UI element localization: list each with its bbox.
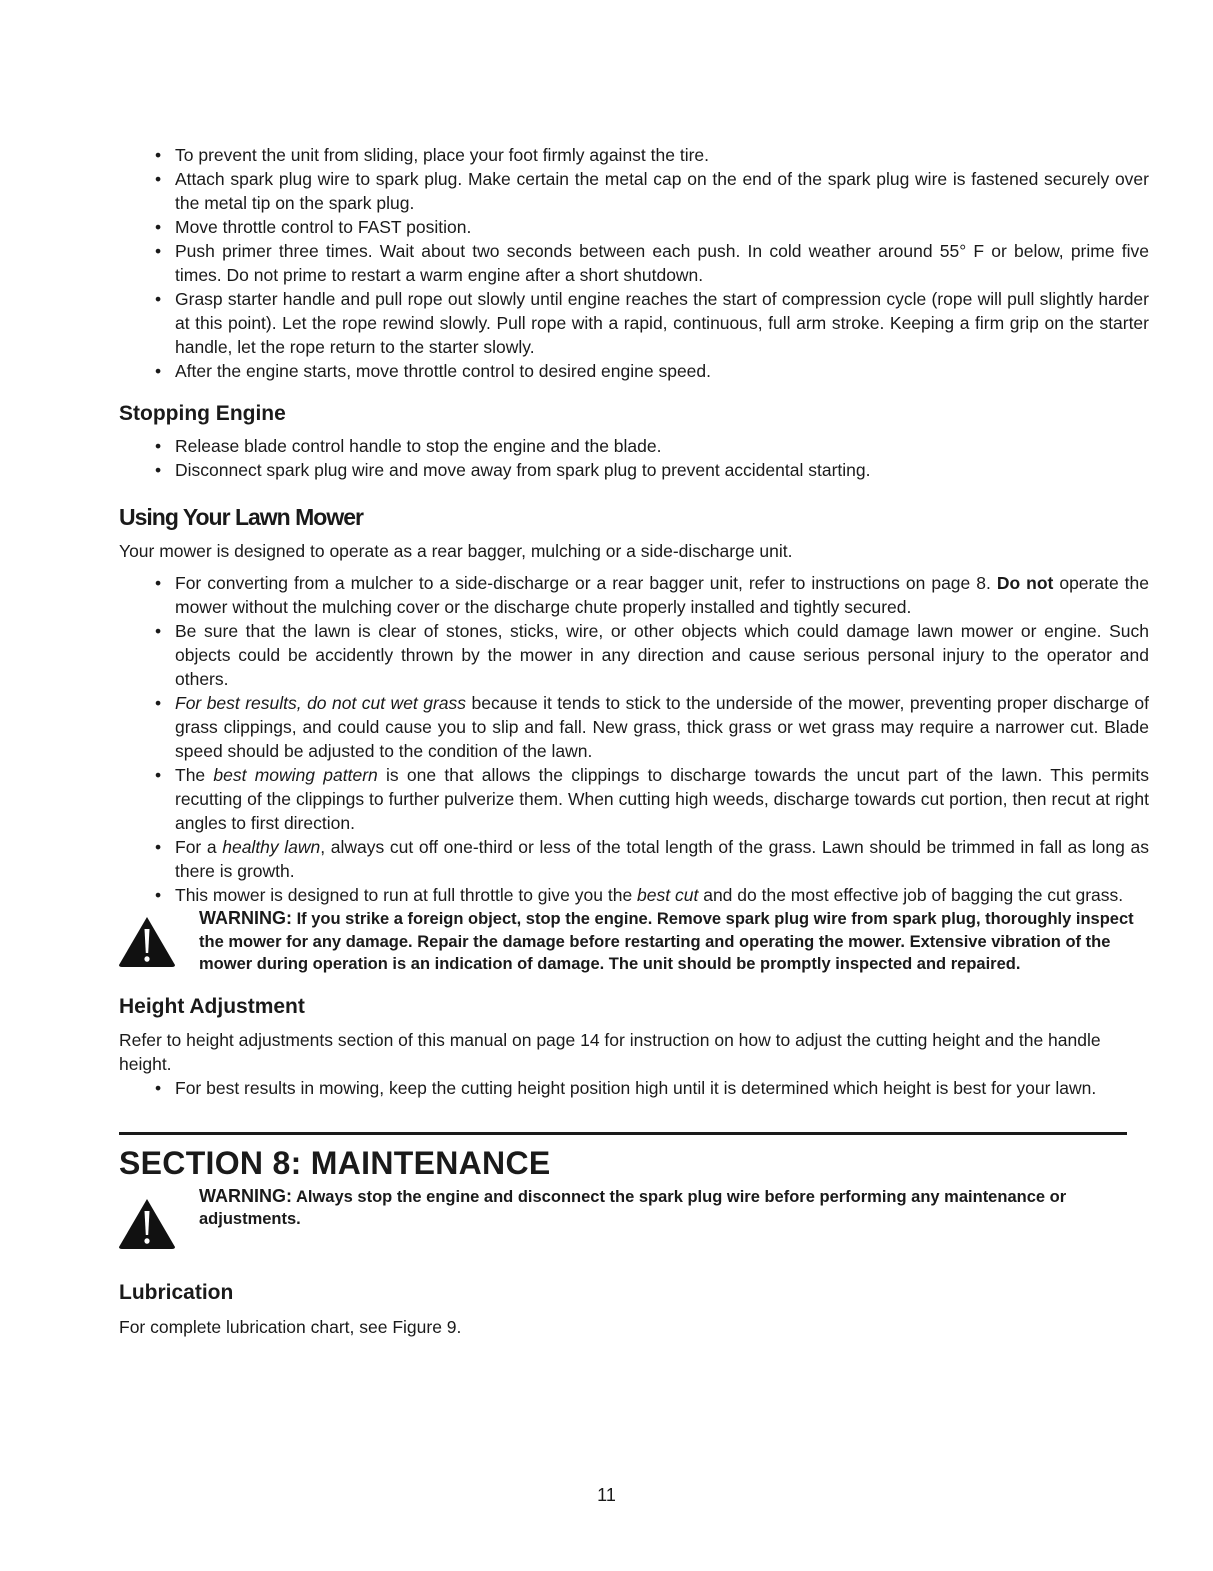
- foreign-object-warning: WARNING: If you strike a foreign object, stop the engine. Remove spark plug wire from spark plug, thoroughly inspect the mower for any damage. Repair the damage before restarting and operating the mower. Extensive vibration of the mower during operation is an indication of damage. The unit should be promptly inspected and repaired.: [119, 907, 1149, 976]
- bullet-icon: •: [155, 460, 162, 480]
- list-item: • After the engine starts, move throttle control to desired engine speed.: [155, 361, 712, 381]
- bullet-icon: •: [155, 885, 162, 905]
- list-item: • For converting from a mulcher to a side-discharge or a rear bagger unit, refer to instructions on page 8. Do not operate the mower without the mulching cover or the discharge chute properly installed and tightly secured.: [155, 573, 1150, 617]
- using-lawn-mower-heading: Using Your Lawn Mower: [119, 504, 363, 530]
- bullet-icon: •: [155, 361, 162, 381]
- bullet-icon: •: [155, 693, 162, 713]
- bullet-icon: •: [155, 765, 162, 785]
- bullet-icon: •: [155, 621, 162, 641]
- bullet-icon: •: [155, 289, 162, 309]
- using-list: [119, 571, 1149, 907]
- list-item: • Disconnect spark plug wire and move away from spark plug to prevent accidental starting.: [155, 460, 871, 480]
- list-item: • For a healthy lawn, always cut off one-third or less of the total length of the grass. Lawn should be trimmed in fall as long as there is growth.: [155, 837, 1149, 881]
- bullet-icon: •: [155, 169, 162, 189]
- list-item: • Release blade control handle to stop the engine and the blade.: [155, 436, 662, 456]
- bullet-icon: •: [155, 573, 162, 593]
- lubrication-text: For complete lubrication chart, see Figure 9.: [119, 1316, 462, 1337]
- list-item: • Push primer three times. Wait about two seconds between each push. In cold weather around 55° F or below, prime five times. Do not prime to restart a warm engine after a short shutdown.: [155, 241, 1149, 285]
- warning-triangle-icon: [117, 915, 177, 967]
- maintenance-warning: WARNING: Always stop the engine and disconnect the spark plug wire before performing any maintenance or adjustments.: [119, 1185, 1149, 1231]
- list-item: • Grasp starter handle and pull rope out slowly until engine reaches the start of compression cycle (rope will pull slightly harder at this point). Let the rope rewind slowly. Pull rope with a rapid, continuous, full arm stroke. Keeping a firm grip on the starter handle, let the rope return to the starter slowly.: [155, 289, 1149, 357]
- bullet-icon: •: [155, 217, 162, 237]
- bullet-icon: •: [155, 145, 162, 165]
- list-item: • For best results, do not cut wet grass because it tends to stick to the underside of the mower, preventing proper discharge of grass clippings, and could cause you to slip and fall. New grass, thick grass or wet grass may require a narrower cut. Blade speed should be adjusted to the condition of the lawn.: [155, 693, 1149, 761]
- height-adjustment-heading: Height Adjustment: [119, 994, 305, 1018]
- stopping-engine-list: [119, 434, 1149, 482]
- warning-triangle-icon: [117, 1197, 177, 1249]
- warning-label: WARNING:: [199, 1185, 292, 1206]
- using-intro: Your mower is designed to operate as a rear bagger, mulching or a side-discharge unit.: [119, 541, 793, 561]
- height-list: [119, 1076, 1149, 1100]
- stopping-engine-heading: Stopping Engine: [119, 402, 286, 425]
- bullet-icon: •: [155, 241, 162, 261]
- list-item: • For best results in mowing, keep the cutting height position high until it is determined which height is best for your lawn.: [155, 1077, 1097, 1098]
- list-item: • Move throttle control to FAST position.: [155, 217, 472, 237]
- section-divider: [119, 1132, 1127, 1135]
- lubrication-heading: Lubrication: [119, 1280, 234, 1304]
- page-number: 11: [597, 1485, 616, 1505]
- list-item: • The best mowing pattern is one that allows the clippings to discharge towards the uncut part of the lawn. This permits recutting of the clippings to further pulverize them. When cutting high weeds, discharge towards cut portion, then recut at right angles to first direction.: [155, 765, 1149, 833]
- bullet-icon: •: [155, 436, 162, 456]
- warning-label: WARNING:: [199, 908, 292, 928]
- manual-page: [119, 143, 1149, 1339]
- starting-steps-list: [119, 143, 1149, 383]
- bullet-icon: •: [155, 1077, 162, 1098]
- bullet-icon: •: [155, 837, 162, 857]
- list-item: • Attach spark plug wire to spark plug. Make certain the metal cap on the end of the spark plug wire is fastened securely over the metal tip on the spark plug.: [155, 169, 1149, 213]
- list-item: • To prevent the unit from sliding, place your foot firmly against the tire.: [155, 145, 710, 165]
- section-8-title: SECTION 8: MAINTENANCE: [119, 1144, 551, 1181]
- list-item: • Be sure that the lawn is clear of stones, sticks, wire, or other objects which could damage lawn mower or engine. Such objects could be accidently thrown by the mower in any direction and cause serious personal injury to the operator and others.: [155, 621, 1149, 689]
- list-item: • This mower is designed to run at full throttle to give you the best cut and do the most effective job of bagging the cut grass.: [155, 885, 1124, 905]
- height-intro: Refer to height adjustments section of this manual on page 14 for instruction on how to adjust the cutting height and the handle height.: [119, 1029, 1101, 1074]
